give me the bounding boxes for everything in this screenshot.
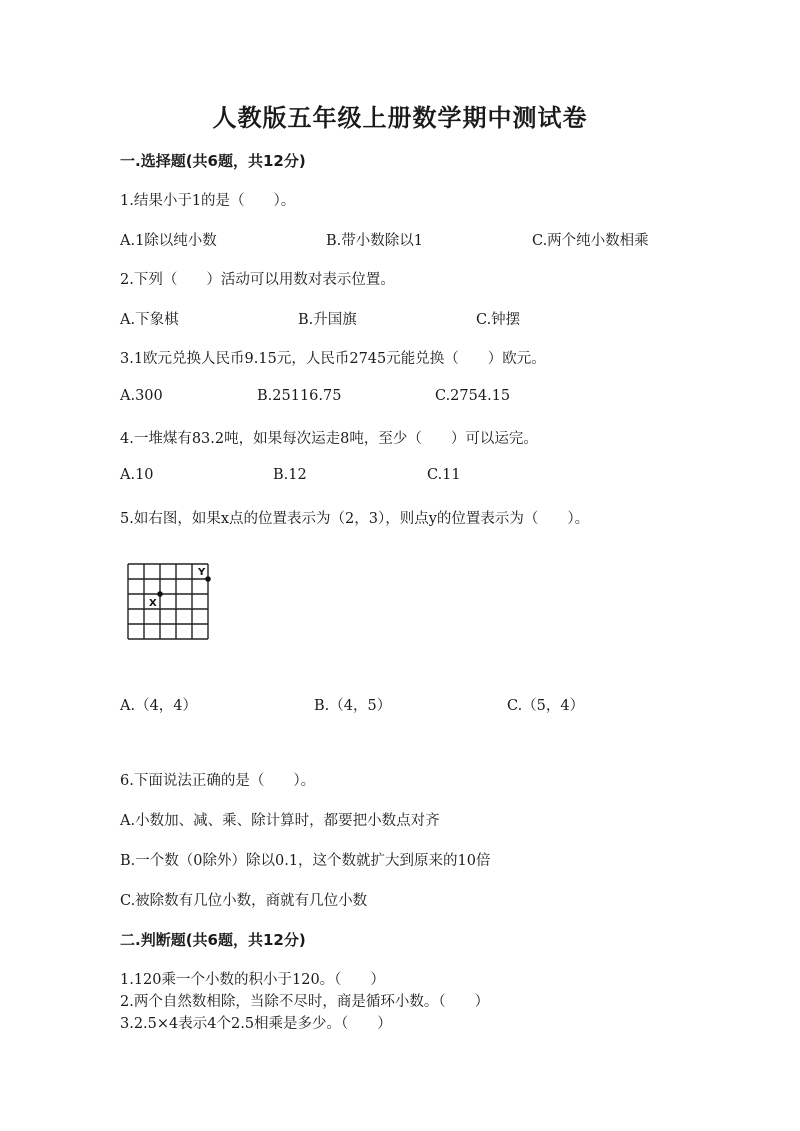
question-2-option-b: B.升国旗: [298, 312, 357, 328]
question-4-option-a: A.10: [120, 467, 154, 483]
question-3-option-a: A.300: [120, 388, 163, 404]
true-false-item: 1.120乘一个小数的积小于120。（ ）: [120, 972, 385, 988]
point-y-dot: [205, 576, 211, 582]
question-5-option-a: A.（4，4）: [120, 698, 198, 714]
question-1-option-b: B.带小数除以1: [326, 233, 423, 249]
question-5-option-c: C.（5，4）: [507, 698, 585, 714]
question-1-stem: 1.结果小于1的是（ ）。: [120, 193, 296, 209]
point-x-dot: [157, 591, 163, 597]
question-6-option-c: C.被除数有几位小数，商就有几位小数: [120, 893, 368, 909]
question-3-option-c: C.2754.15: [435, 388, 511, 404]
section-heading-true-false: 二.判断题(共6题，共12分): [120, 931, 306, 949]
question-4-option-b: B.12: [273, 467, 307, 483]
page-title: 人教版五年级上册数学期中测试卷: [212, 104, 588, 132]
grid-lines: [128, 564, 208, 639]
true-false-item: 2.两个自然数相除，当除不尽时，商是循环小数。（ ）: [120, 994, 490, 1010]
question-6-option-a: A.小数加、减、乘、除计算时，都要把小数点对齐: [120, 813, 440, 829]
coordinate-grid-figure: [124, 560, 216, 644]
question-2-option-a: A.下象棋: [120, 312, 179, 328]
point-y-label: Y: [198, 567, 206, 578]
question-3-stem: 3.1欧元兑换人民币9.15元，人民币2745元能兑换（ ）欧元。: [120, 351, 546, 367]
question-1-option-a: A.1除以纯小数: [120, 233, 217, 249]
section-heading-choice: 一.选择题(共6题，共12分): [120, 152, 306, 170]
question-2-option-c: C.钟摆: [476, 312, 521, 328]
question-2-stem: 2.下列（ ）活动可以用数对表示位置。: [120, 272, 395, 288]
question-4-option-c: C.11: [427, 467, 461, 483]
question-4-stem: 4.一堆煤有83.2吨，如果每次运走8吨，至少（ ）可以运完。: [120, 431, 538, 447]
point-x-label: X: [149, 598, 157, 609]
question-3-option-b: B.25116.75: [257, 388, 342, 404]
question-6-stem: 6.下面说法正确的是（ ）。: [120, 773, 316, 789]
question-6-option-b: B.一个数（0除外）除以0.1，这个数就扩大到原来的10倍: [120, 853, 491, 869]
question-5-stem: 5.如右图，如果x点的位置表示为（2，3），则点y的位置表示为（ ）。: [120, 511, 590, 527]
true-false-item: 3.2.5×4表示4个2.5相乘是多少。（ ）: [120, 1016, 392, 1032]
question-5-option-b: B.（4，5）: [314, 698, 392, 714]
question-1-option-c: C.两个纯小数相乘: [532, 233, 649, 249]
